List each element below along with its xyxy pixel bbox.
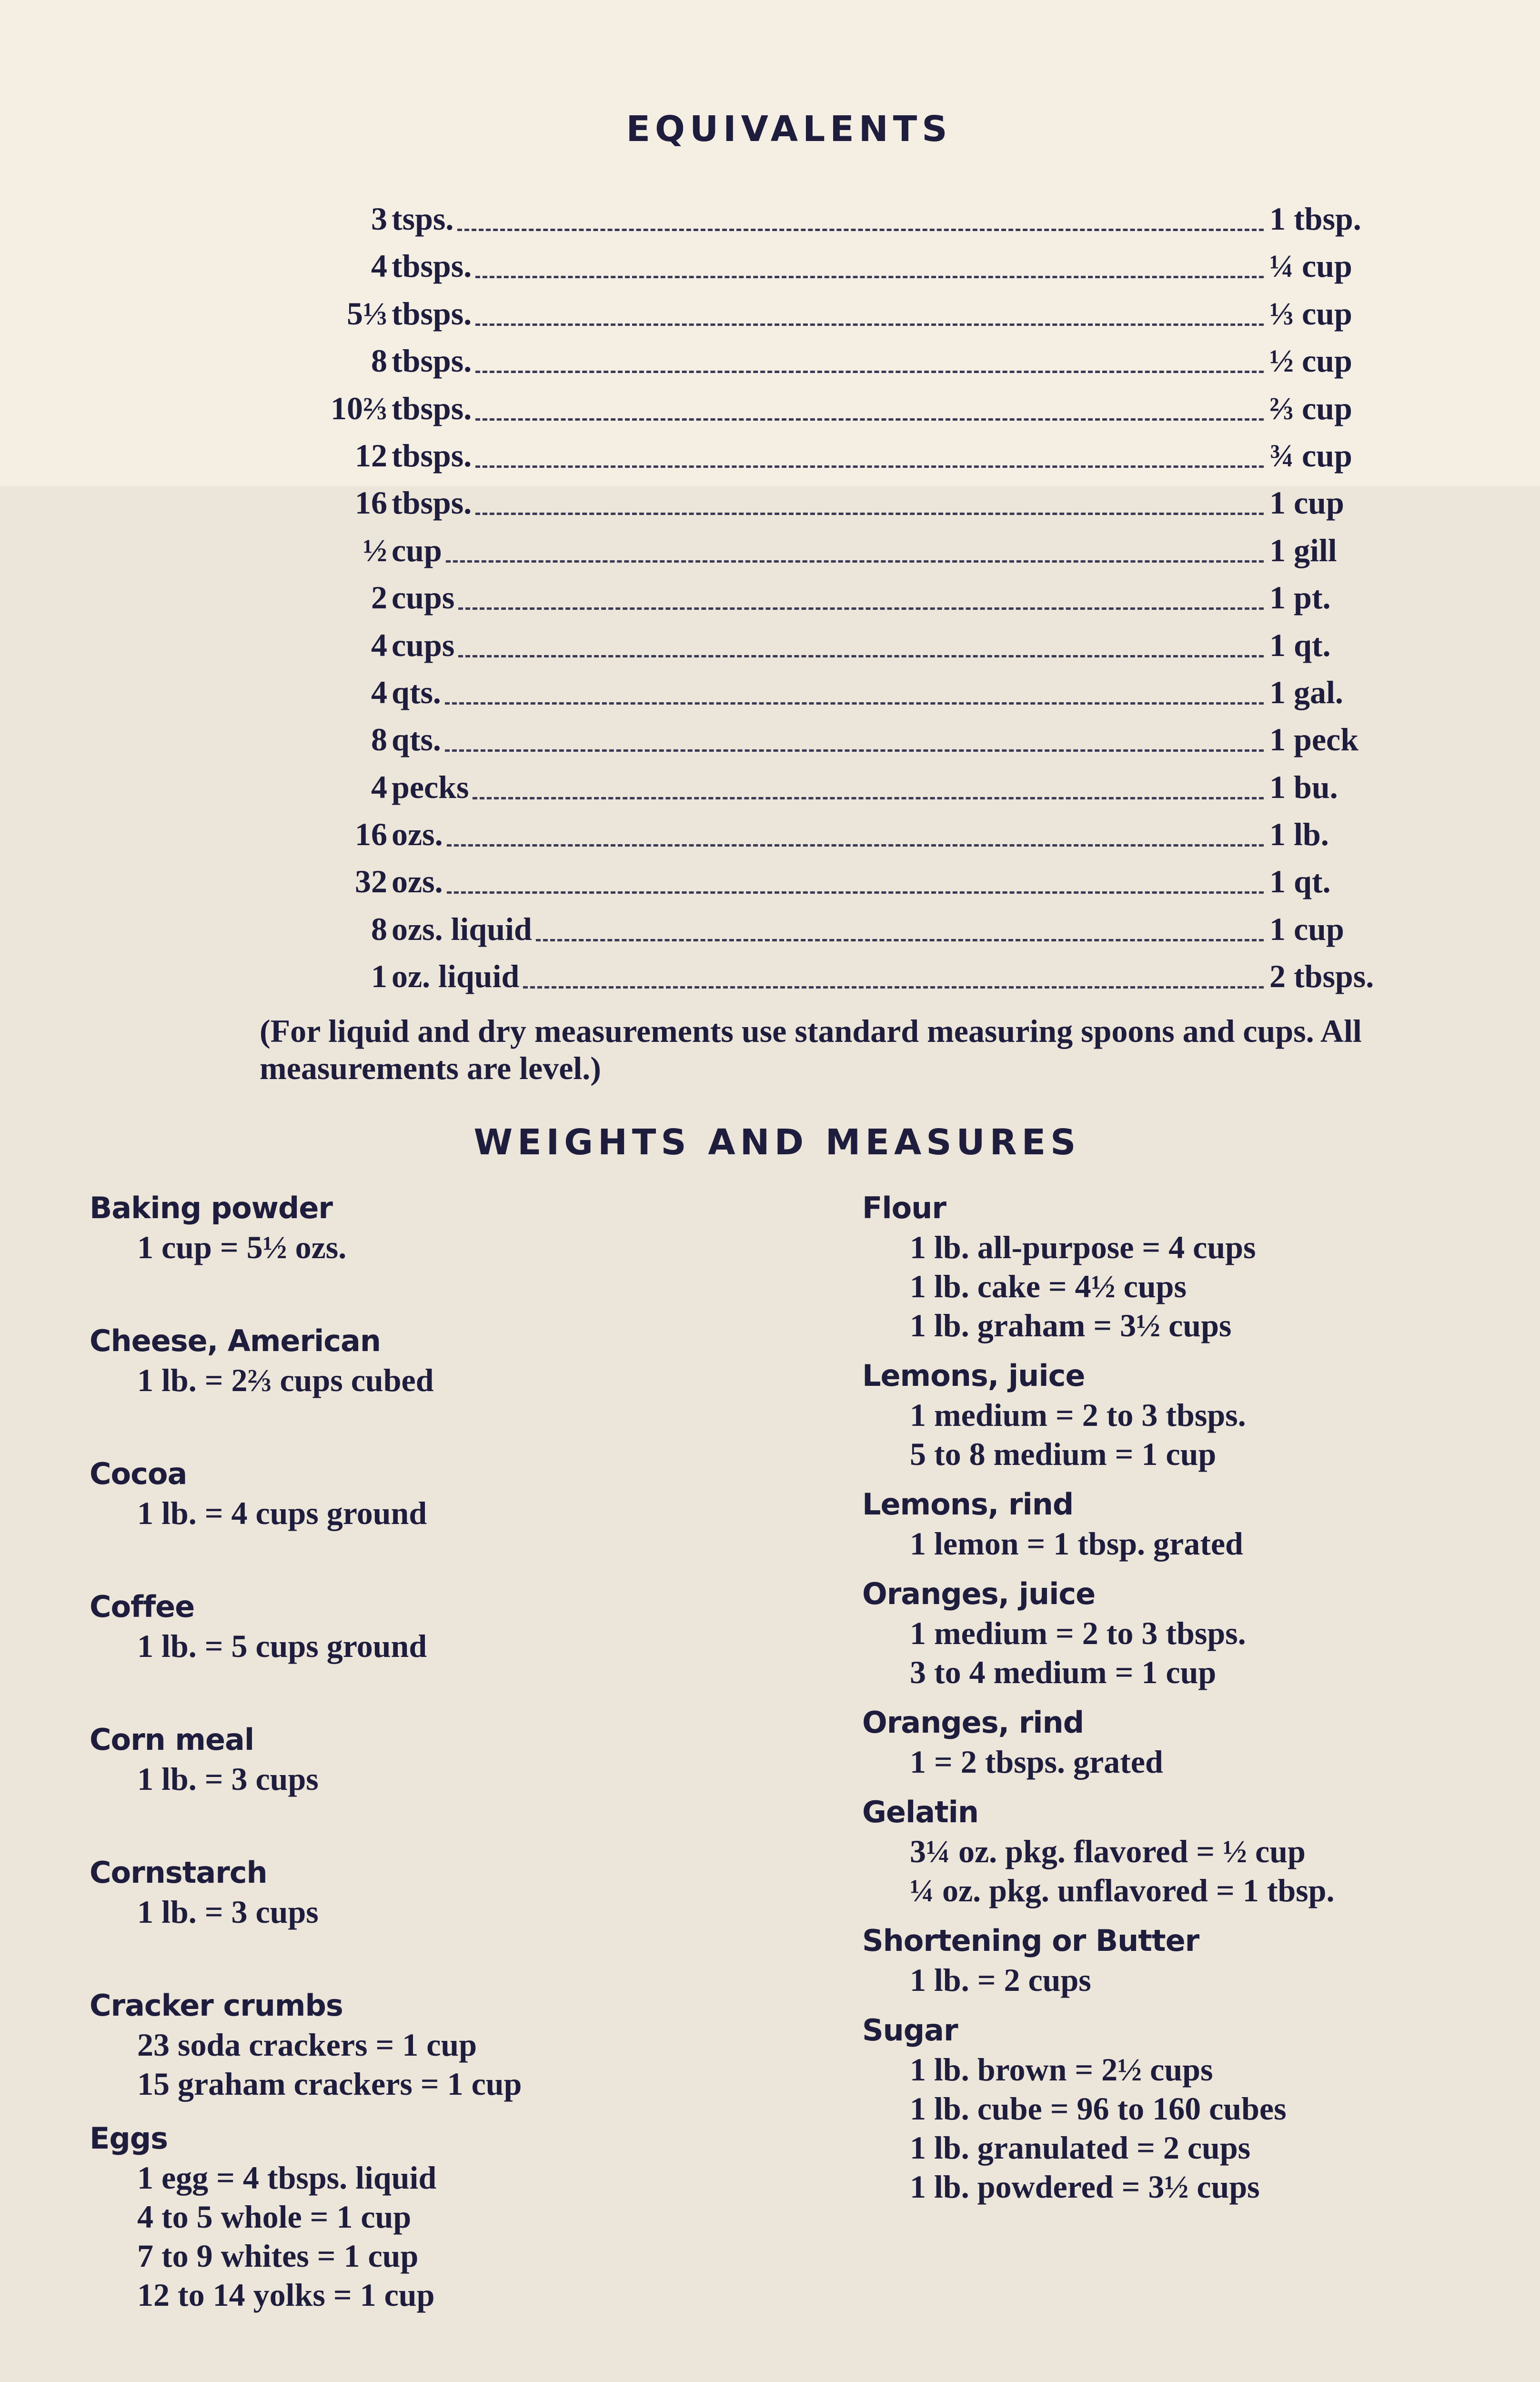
- equivalent-unit: tbsps.: [392, 295, 472, 332]
- equivalent-row: [0, 858, 1540, 905]
- measure-group: [862, 2011, 1529, 2206]
- measure-group: [90, 1189, 804, 1322]
- equivalent-value: 1 tbsp.: [1269, 201, 1361, 237]
- equivalent-quantity: 16: [355, 816, 387, 853]
- measure-line: 1 lb. = 2 cups: [910, 1962, 1091, 1998]
- equivalent-quantity: 4: [371, 248, 387, 284]
- measure-line: 23 soda crackers = 1 cup: [137, 2027, 477, 2063]
- measure-group: [862, 1356, 1529, 1474]
- measure-line: 3¼ oz. pkg. flavored = ½ cup: [910, 1833, 1306, 1869]
- leader-dots: [457, 229, 1264, 231]
- equivalent-unit: qts.: [392, 721, 441, 758]
- equivalent-unit: cups: [392, 579, 455, 616]
- measure-line: 1 lb. = 5 cups ground: [137, 1628, 427, 1664]
- ingredient-name: Shortening or Butter: [862, 1923, 1199, 1958]
- equivalent-quantity: 8: [371, 910, 387, 947]
- weights-right-column: [862, 1189, 1529, 2218]
- measure-line: 1 lb. = 2⅔ cups cubed: [137, 1362, 434, 1398]
- equivalent-quantity: 10⅔: [331, 390, 387, 426]
- equivalent-unit: tbsps.: [392, 248, 472, 284]
- measure-group: [90, 1720, 804, 1853]
- measure-line: 1 lb. cube = 96 to 160 cubes: [910, 2090, 1287, 2127]
- equivalent-quantity: 2: [371, 579, 387, 616]
- leader-dots: [458, 607, 1264, 610]
- equivalent-quantity: 4: [371, 626, 387, 663]
- ingredient-name: Sugar: [862, 2013, 958, 2048]
- measure-group: [90, 1587, 804, 1720]
- leader-dots: [447, 891, 1264, 894]
- leader-dots: [475, 513, 1264, 515]
- equivalent-row: [0, 669, 1540, 716]
- equivalent-row: [0, 479, 1540, 526]
- measure-group: [90, 1986, 804, 2119]
- equivalent-quantity: 3: [371, 201, 387, 237]
- weights-measures-title: WEIGHTS AND MEASURES: [473, 1122, 1081, 1163]
- measure-line: 1 lb. graham = 3½ cups: [910, 1307, 1232, 1343]
- equivalent-quantity: 4: [371, 768, 387, 805]
- measure-line: 3 to 4 medium = 1 cup: [910, 1654, 1217, 1690]
- measure-line: 1 lb. cake = 4½ cups: [910, 1268, 1187, 1304]
- measure-line: 1 cup = 5½ ozs.: [137, 1229, 347, 1265]
- equivalent-row: [0, 385, 1540, 432]
- weights-left-column: [90, 1189, 804, 2313]
- equivalent-value: 1 qt.: [1269, 863, 1331, 900]
- leader-dots: [445, 749, 1264, 752]
- ingredient-name: Flour: [862, 1191, 946, 1225]
- equivalent-value: 1 gal.: [1269, 674, 1343, 710]
- equivalent-value: 1 gill: [1269, 532, 1337, 568]
- equivalent-value: ⅓ cup: [1269, 295, 1352, 332]
- measure-line: 5 to 8 medium = 1 cup: [910, 1436, 1217, 1472]
- leader-dots: [447, 844, 1264, 847]
- equivalent-quantity: 12: [355, 437, 387, 474]
- measure-group: [862, 1793, 1529, 1910]
- ingredient-name: Cracker crumbs: [90, 1988, 343, 2023]
- equivalents-title: EQUIVALENTS: [626, 109, 952, 150]
- leader-dots: [475, 276, 1264, 278]
- equivalent-value: 1 lb.: [1269, 816, 1329, 853]
- leader-dots: [536, 939, 1264, 941]
- equivalent-unit: tbsps.: [392, 390, 472, 426]
- equivalent-row: [0, 242, 1540, 290]
- equivalent-unit: pecks: [392, 768, 469, 805]
- measure-line: 1 lb. = 3 cups: [137, 1894, 319, 1930]
- measure-line: 1 lb. brown = 2½ cups: [910, 2051, 1213, 2088]
- equivalent-quantity: 8: [371, 721, 387, 758]
- equivalent-unit: cup: [392, 532, 442, 568]
- equivalent-value: ¼ cup: [1269, 248, 1352, 284]
- equivalent-unit: ozs.: [392, 863, 443, 900]
- ingredient-name: Corn meal: [90, 1722, 254, 1757]
- equivalent-row: [0, 764, 1540, 811]
- equivalent-row: [0, 574, 1540, 621]
- equivalent-unit: tbsps.: [392, 484, 472, 521]
- measure-line: 7 to 9 whites = 1 cup: [137, 2238, 419, 2274]
- equivalent-row: [0, 527, 1540, 574]
- equivalent-quantity: ½: [363, 532, 387, 568]
- equivalent-unit: oz. liquid: [392, 958, 520, 995]
- equivalent-value: ¾ cup: [1269, 437, 1352, 474]
- measure-group: [90, 1454, 804, 1587]
- measure-line: ¼ oz. pkg. unflavored = 1 tbsp.: [910, 1872, 1335, 1908]
- measure-line: 1 lb. granulated = 2 cups: [910, 2130, 1251, 2166]
- measure-line: 1 lb. = 4 cups ground: [137, 1495, 427, 1531]
- equivalent-value: 1 peck: [1269, 721, 1359, 758]
- measure-line: 15 graham crackers = 1 cup: [137, 2066, 522, 2102]
- equivalent-unit: tsps.: [392, 201, 454, 237]
- measure-group: [90, 1853, 804, 1986]
- equivalents-table: [0, 195, 1540, 1000]
- measure-line: 1 lemon = 1 tbsp. grated: [910, 1525, 1243, 1562]
- equivalent-row: [0, 716, 1540, 763]
- measure-line: 1 medium = 2 to 3 tbsps.: [910, 1397, 1246, 1433]
- equivalent-value: 1 pt.: [1269, 579, 1331, 616]
- equivalent-value: 1 qt.: [1269, 626, 1331, 663]
- equivalent-row: [0, 195, 1540, 242]
- ingredient-name: Eggs: [90, 2121, 168, 2156]
- equivalent-value: 1 bu.: [1269, 768, 1338, 805]
- measure-line: 1 = 2 tbsps. grated: [910, 1744, 1163, 1780]
- equivalent-quantity: 32: [355, 863, 387, 900]
- equivalent-quantity: 8: [371, 343, 387, 379]
- equivalent-value: ½ cup: [1269, 343, 1352, 379]
- measure-line: 1 egg = 4 tbsps. liquid: [137, 2160, 437, 2196]
- ingredient-name: Cheese, American: [90, 1323, 381, 1358]
- measure-line: 1 lb. powdered = 3½ cups: [910, 2169, 1260, 2205]
- leader-dots: [446, 560, 1264, 563]
- leader-dots: [475, 465, 1264, 468]
- measure-group: [862, 1485, 1529, 1563]
- equivalent-value: 2 tbsps.: [1269, 958, 1374, 995]
- ingredient-name: Cocoa: [90, 1456, 187, 1491]
- equivalent-row: [0, 953, 1540, 1000]
- leader-dots: [475, 418, 1264, 421]
- equivalent-unit: qts.: [392, 674, 441, 710]
- measure-line: 1 medium = 2 to 3 tbsps.: [910, 1615, 1246, 1651]
- equivalent-unit: cups: [392, 626, 455, 663]
- equivalent-quantity: 16: [355, 484, 387, 521]
- ingredient-name: Cornstarch: [90, 1855, 267, 1890]
- ingredient-name: Baking powder: [90, 1191, 332, 1225]
- equivalent-unit: tbsps.: [392, 343, 472, 379]
- measure-line: 1 lb. = 3 cups: [137, 1761, 319, 1797]
- measurement-note: (For liquid and dry measurements use standard measuring spoons and cups. All measurements are level.): [260, 1013, 1362, 1086]
- measure-group: [862, 1703, 1529, 1781]
- leader-dots: [445, 702, 1264, 705]
- measure-group: [90, 2119, 804, 2313]
- equivalent-quantity: 4: [371, 674, 387, 710]
- measure-line: 1 lb. all-purpose = 4 cups: [910, 1229, 1256, 1265]
- measure-group: [90, 1322, 804, 1454]
- equivalent-value: ⅔ cup: [1269, 390, 1352, 426]
- equivalent-row: [0, 432, 1540, 479]
- equivalent-unit: ozs.: [392, 816, 443, 853]
- leader-dots: [458, 655, 1264, 657]
- measure-group: [862, 1921, 1529, 1999]
- equivalent-row: [0, 622, 1540, 669]
- ingredient-name: Oranges, rind: [862, 1705, 1084, 1740]
- equivalent-row: [0, 337, 1540, 384]
- ingredient-name: Gelatin: [862, 1795, 979, 1829]
- equivalent-quantity: 5⅓: [347, 295, 387, 332]
- leader-dots: [475, 371, 1264, 373]
- equivalent-row: [0, 906, 1540, 953]
- leader-dots: [523, 986, 1264, 989]
- measure-line: 4 to 5 whole = 1 cup: [137, 2199, 412, 2235]
- measure-group: [862, 1189, 1529, 1345]
- leader-dots: [473, 797, 1264, 799]
- ingredient-name: Lemons, juice: [862, 1358, 1085, 1393]
- equivalent-quantity: 1: [371, 958, 387, 995]
- equivalent-row: [0, 290, 1540, 337]
- leader-dots: [475, 323, 1264, 326]
- equivalent-unit: ozs. liquid: [392, 910, 532, 947]
- measure-line: 12 to 14 yolks = 1 cup: [137, 2277, 435, 2313]
- equivalent-value: 1 cup: [1269, 910, 1344, 947]
- ingredient-name: Lemons, rind: [862, 1487, 1074, 1522]
- equivalent-unit: tbsps.: [392, 437, 472, 474]
- ingredient-name: Coffee: [90, 1589, 195, 1624]
- equivalent-value: 1 cup: [1269, 484, 1344, 521]
- measure-group: [862, 1575, 1529, 1692]
- equivalent-row: [0, 811, 1540, 858]
- ingredient-name: Oranges, juice: [862, 1576, 1096, 1611]
